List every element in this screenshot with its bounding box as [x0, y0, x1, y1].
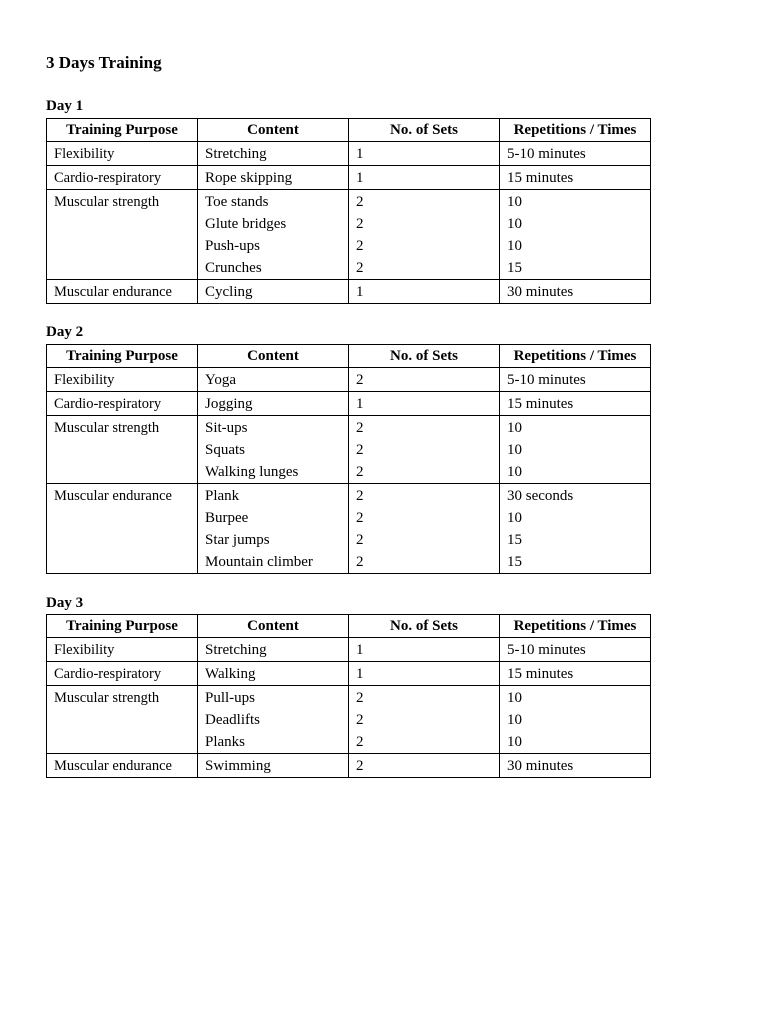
sets-cell — [349, 166, 500, 190]
repetition-value: 10 — [507, 690, 522, 706]
exercise-name: Star jumps — [205, 532, 270, 548]
exercise-name: Burpee — [205, 510, 249, 526]
set-count: 2 — [356, 554, 364, 570]
sets-cell — [349, 280, 500, 304]
repetition-value: 15 minutes — [507, 396, 574, 412]
repetition-value: 15 — [507, 532, 522, 548]
content-cell — [198, 142, 349, 166]
set-count: 2 — [356, 690, 364, 706]
reps-cell — [500, 416, 651, 484]
set-count: 2 — [356, 420, 364, 436]
training-purpose: Muscular endurance — [54, 758, 172, 774]
reps-cell — [500, 638, 651, 662]
table-header-row — [47, 615, 651, 638]
reps-cell — [500, 280, 651, 304]
table-row — [47, 484, 651, 574]
content-cell — [198, 484, 349, 574]
set-count: 2 — [356, 194, 364, 210]
table-row — [47, 662, 651, 686]
page-title: 3 Days Training — [46, 53, 162, 72]
repetition-value: 10 — [507, 510, 522, 526]
column-header-purpose: Training Purpose — [47, 345, 198, 368]
repetition-value: 30 minutes — [507, 284, 574, 300]
column-header-content: Content — [198, 345, 349, 368]
column-header-sets: No. of Sets — [349, 615, 500, 638]
repetition-value: 5-10 minutes — [507, 146, 586, 162]
reps-cell — [500, 484, 651, 574]
exercise-name: Swimming — [205, 758, 271, 774]
set-count: 1 — [356, 666, 364, 682]
exercise-name: Stretching — [205, 642, 267, 658]
training-table — [46, 614, 651, 778]
sets-cell — [349, 638, 500, 662]
training-purpose: Cardio-respiratory — [54, 170, 162, 186]
set-count: 2 — [356, 372, 364, 388]
column-header-reps: Repetitions / Times — [500, 119, 651, 142]
repetition-value: 5-10 minutes — [507, 372, 586, 388]
set-count: 1 — [356, 396, 364, 412]
column-header-purpose: Training Purpose — [47, 615, 198, 638]
sets-cell — [349, 368, 500, 392]
repetition-value: 15 — [507, 260, 522, 276]
exercise-name: Yoga — [205, 372, 236, 388]
set-count: 2 — [356, 488, 364, 504]
repetition-value: 5-10 minutes — [507, 642, 586, 658]
purpose-cell — [47, 638, 198, 662]
repetition-value: 30 seconds — [507, 488, 574, 504]
training-purpose: Muscular strength — [54, 194, 160, 210]
exercise-name: Deadlifts — [205, 712, 260, 728]
repetition-value: 15 minutes — [507, 170, 574, 186]
repetition-value: 10 — [507, 420, 522, 436]
repetition-value: 10 — [507, 238, 522, 254]
training-purpose: Muscular endurance — [54, 488, 172, 504]
purpose-cell — [47, 142, 198, 166]
exercise-name: Walking lunges — [205, 464, 299, 480]
exercise-name: Pull-ups — [205, 690, 256, 706]
sets-cell — [349, 142, 500, 166]
sets-cell — [349, 686, 500, 754]
sets-cell — [349, 190, 500, 280]
exercise-name: Jogging — [205, 396, 253, 412]
day-heading: Day 2 — [46, 324, 84, 340]
table-row — [47, 190, 651, 280]
table-row — [47, 280, 651, 304]
training-purpose: Muscular strength — [54, 420, 160, 436]
set-count: 1 — [356, 642, 364, 658]
purpose-cell — [47, 280, 198, 304]
purpose-cell — [47, 754, 198, 778]
training-purpose: Flexibility — [54, 642, 115, 658]
column-header-reps: Repetitions / Times — [500, 345, 651, 368]
purpose-cell — [47, 484, 198, 574]
table-row — [47, 754, 651, 778]
purpose-cell — [47, 662, 198, 686]
table-row — [47, 368, 651, 392]
set-count: 2 — [356, 712, 364, 728]
exercise-name: Stretching — [205, 146, 267, 162]
purpose-cell — [47, 166, 198, 190]
repetition-value: 30 minutes — [507, 758, 574, 774]
set-count: 2 — [356, 532, 364, 548]
reps-cell — [500, 166, 651, 190]
table-row — [47, 392, 651, 416]
exercise-name: Toe stands — [205, 194, 269, 210]
table-row — [47, 638, 651, 662]
set-count: 2 — [356, 734, 364, 750]
table-header-row — [47, 119, 651, 142]
exercise-name: Squats — [205, 442, 246, 458]
column-header-content: Content — [198, 119, 349, 142]
sets-cell — [349, 484, 500, 574]
day-heading: Day 1 — [46, 98, 84, 114]
reps-cell — [500, 392, 651, 416]
training-purpose: Cardio-respiratory — [54, 666, 162, 682]
training-purpose: Muscular endurance — [54, 284, 172, 300]
repetition-value: 10 — [507, 464, 522, 480]
table-row — [47, 166, 651, 190]
sets-cell — [349, 392, 500, 416]
column-header-reps: Repetitions / Times — [500, 615, 651, 638]
training-table — [46, 344, 651, 574]
set-count: 2 — [356, 464, 364, 480]
set-count: 2 — [356, 758, 364, 774]
set-count: 1 — [356, 284, 364, 300]
content-cell — [198, 190, 349, 280]
sets-cell — [349, 754, 500, 778]
set-count: 2 — [356, 238, 364, 254]
reps-cell — [500, 142, 651, 166]
table-header-row — [47, 345, 651, 368]
content-cell — [198, 686, 349, 754]
set-count: 1 — [356, 146, 364, 162]
repetition-value: 10 — [507, 442, 522, 458]
reps-cell — [500, 368, 651, 392]
training-purpose: Muscular strength — [54, 690, 160, 706]
column-header-purpose: Training Purpose — [47, 119, 198, 142]
exercise-name: Push-ups — [205, 238, 261, 254]
purpose-cell — [47, 392, 198, 416]
reps-cell — [500, 686, 651, 754]
content-cell — [198, 416, 349, 484]
purpose-cell — [47, 190, 198, 280]
set-count: 2 — [356, 442, 364, 458]
repetition-value: 10 — [507, 734, 522, 750]
content-cell — [198, 638, 349, 662]
training-purpose: Cardio-respiratory — [54, 396, 162, 412]
content-cell — [198, 662, 349, 686]
column-header-sets: No. of Sets — [349, 119, 500, 142]
exercise-name: Plank — [205, 488, 240, 504]
repetition-value: 10 — [507, 712, 522, 728]
training-table — [46, 118, 651, 304]
purpose-cell — [47, 368, 198, 392]
table-row — [47, 686, 651, 754]
repetition-value: 15 — [507, 554, 522, 570]
set-count: 2 — [356, 216, 364, 232]
set-count: 1 — [356, 170, 364, 186]
training-purpose: Flexibility — [54, 372, 115, 388]
exercise-name: Sit-ups — [205, 420, 248, 436]
column-header-content: Content — [198, 615, 349, 638]
exercise-name: Mountain climber — [205, 554, 313, 570]
exercise-name: Crunches — [205, 260, 262, 276]
day-heading: Day 3 — [46, 595, 84, 611]
content-cell — [198, 392, 349, 416]
set-count: 2 — [356, 510, 364, 526]
exercise-name: Cycling — [205, 284, 253, 300]
repetition-value: 15 minutes — [507, 666, 574, 682]
set-count: 2 — [356, 260, 364, 276]
purpose-cell — [47, 686, 198, 754]
exercise-name: Rope skipping — [205, 170, 293, 186]
reps-cell — [500, 190, 651, 280]
column-header-sets: No. of Sets — [349, 345, 500, 368]
content-cell — [198, 280, 349, 304]
reps-cell — [500, 754, 651, 778]
sets-cell — [349, 662, 500, 686]
content-cell — [198, 166, 349, 190]
sets-cell — [349, 416, 500, 484]
training-purpose: Flexibility — [54, 146, 115, 162]
repetition-value: 10 — [507, 216, 522, 232]
table-row — [47, 416, 651, 484]
table-row — [47, 142, 651, 166]
exercise-name: Walking — [205, 666, 256, 682]
content-cell — [198, 754, 349, 778]
repetition-value: 10 — [507, 194, 522, 210]
reps-cell — [500, 662, 651, 686]
exercise-name: Planks — [205, 734, 246, 750]
content-cell — [198, 368, 349, 392]
exercise-name: Glute bridges — [205, 216, 287, 232]
purpose-cell — [47, 416, 198, 484]
